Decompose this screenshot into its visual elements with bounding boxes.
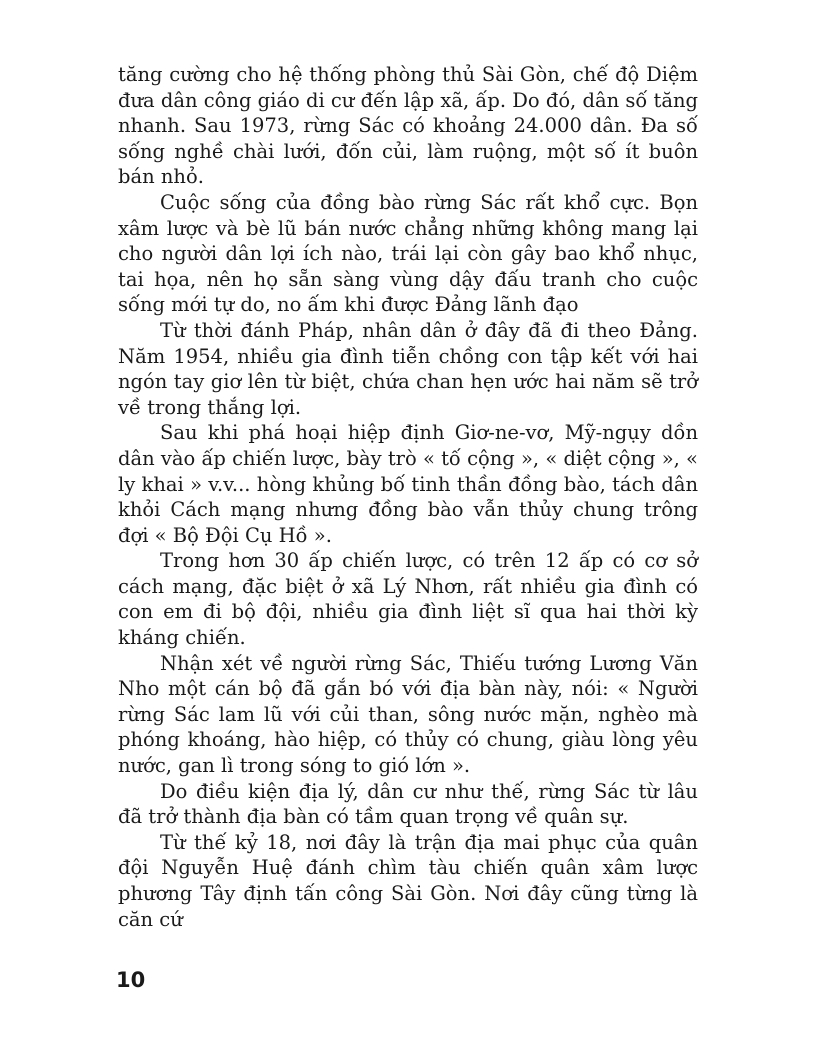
body-text — [118, 62, 698, 932]
page-number: 10 — [116, 968, 146, 992]
paragraph-8: Từ thế kỷ 18, nơi đây là trận địa mai phục của quân đội Nguyễn Huệ đánh chìm tàu chiến quân xâm lược phương Tây định tấn công Sài Gòn. Nơi đây cũng từng là căn cứ — [118, 830, 698, 931]
paragraph-7: Do điều kiện địa lý, dân cư như thế, rừng Sác từ lâu đã trở thành địa bàn có tầm quan trọng về quân sự. — [118, 779, 698, 829]
paragraph-5: Trong hơn 30 ấp chiến lược, có trên 12 ấp có cơ sở cách mạng, đặc biệt ở xã Lý Nhơn, rất nhiều gia đình có con em đi bộ đội, nhiều gia đình liệt sĩ qua hai thời kỳ kháng chiến. — [118, 549, 698, 650]
paragraph-1: tăng cường cho hệ thống phòng thủ Sài Gòn, chế độ Diệm đưa dân công giáo di cư đến lập xã, ấp. Do đó, dân số tăng nhanh. Sau 1973, rừng Sác có khoảng 24.000 dân. Đa số sống nghề chài lưới, đốn củi, làm ruộng, một số ít buôn bán nhỏ. — [118, 63, 698, 189]
paragraph-4: Sau khi phá hoại hiệp định Giơ-ne-vơ, Mỹ-ngụy dồn dân vào ấp chiến lược, bày trò « tố cộng », « diệt cộng », « ly khai » v.v... hòng khủng bố tinh thần đồng bào, tách dân khỏi Cách mạng nhưng đồng bào vẫn thủy chung trông đợi « Bộ Đội Cụ Hồ ». — [118, 421, 698, 547]
paragraph-3: Từ thời đánh Pháp, nhân dân ở đây đã đi theo Đảng. Năm 1954, nhiều gia đình tiễn chồng con tập kết với hai ngón tay giơ lên từ biệt, chứa chan hẹn ước hai năm sẽ trở về trong thắng lợi. — [118, 318, 698, 419]
paragraph-6: Nhận xét về người rừng Sác, Thiếu tướng Lương Văn Nho một cán bộ đã gắn bó với địa bàn này, nói: « Người rừng Sác lam lũ với củi than, sông nước mặn, nghèo mà phóng khoáng, hào hiệp, có thủy có chung, giàu lòng yêu nước, gan lì trong sóng to gió lớn ». — [118, 651, 698, 778]
paragraph-2: Cuộc sống của đồng bào rừng Sác rất khổ cực. Bọn xâm lược và bè lũ bán nước chẳng những không mang lại cho người dân lợi ích nào, trái lại còn gây bao khổ nhục, tai họa, nên họ sẵn sàng vùng dậy đấu tranh cho cuộc sống mới tự do, no ấm khi được Đảng lãnh đạo — [118, 190, 698, 317]
